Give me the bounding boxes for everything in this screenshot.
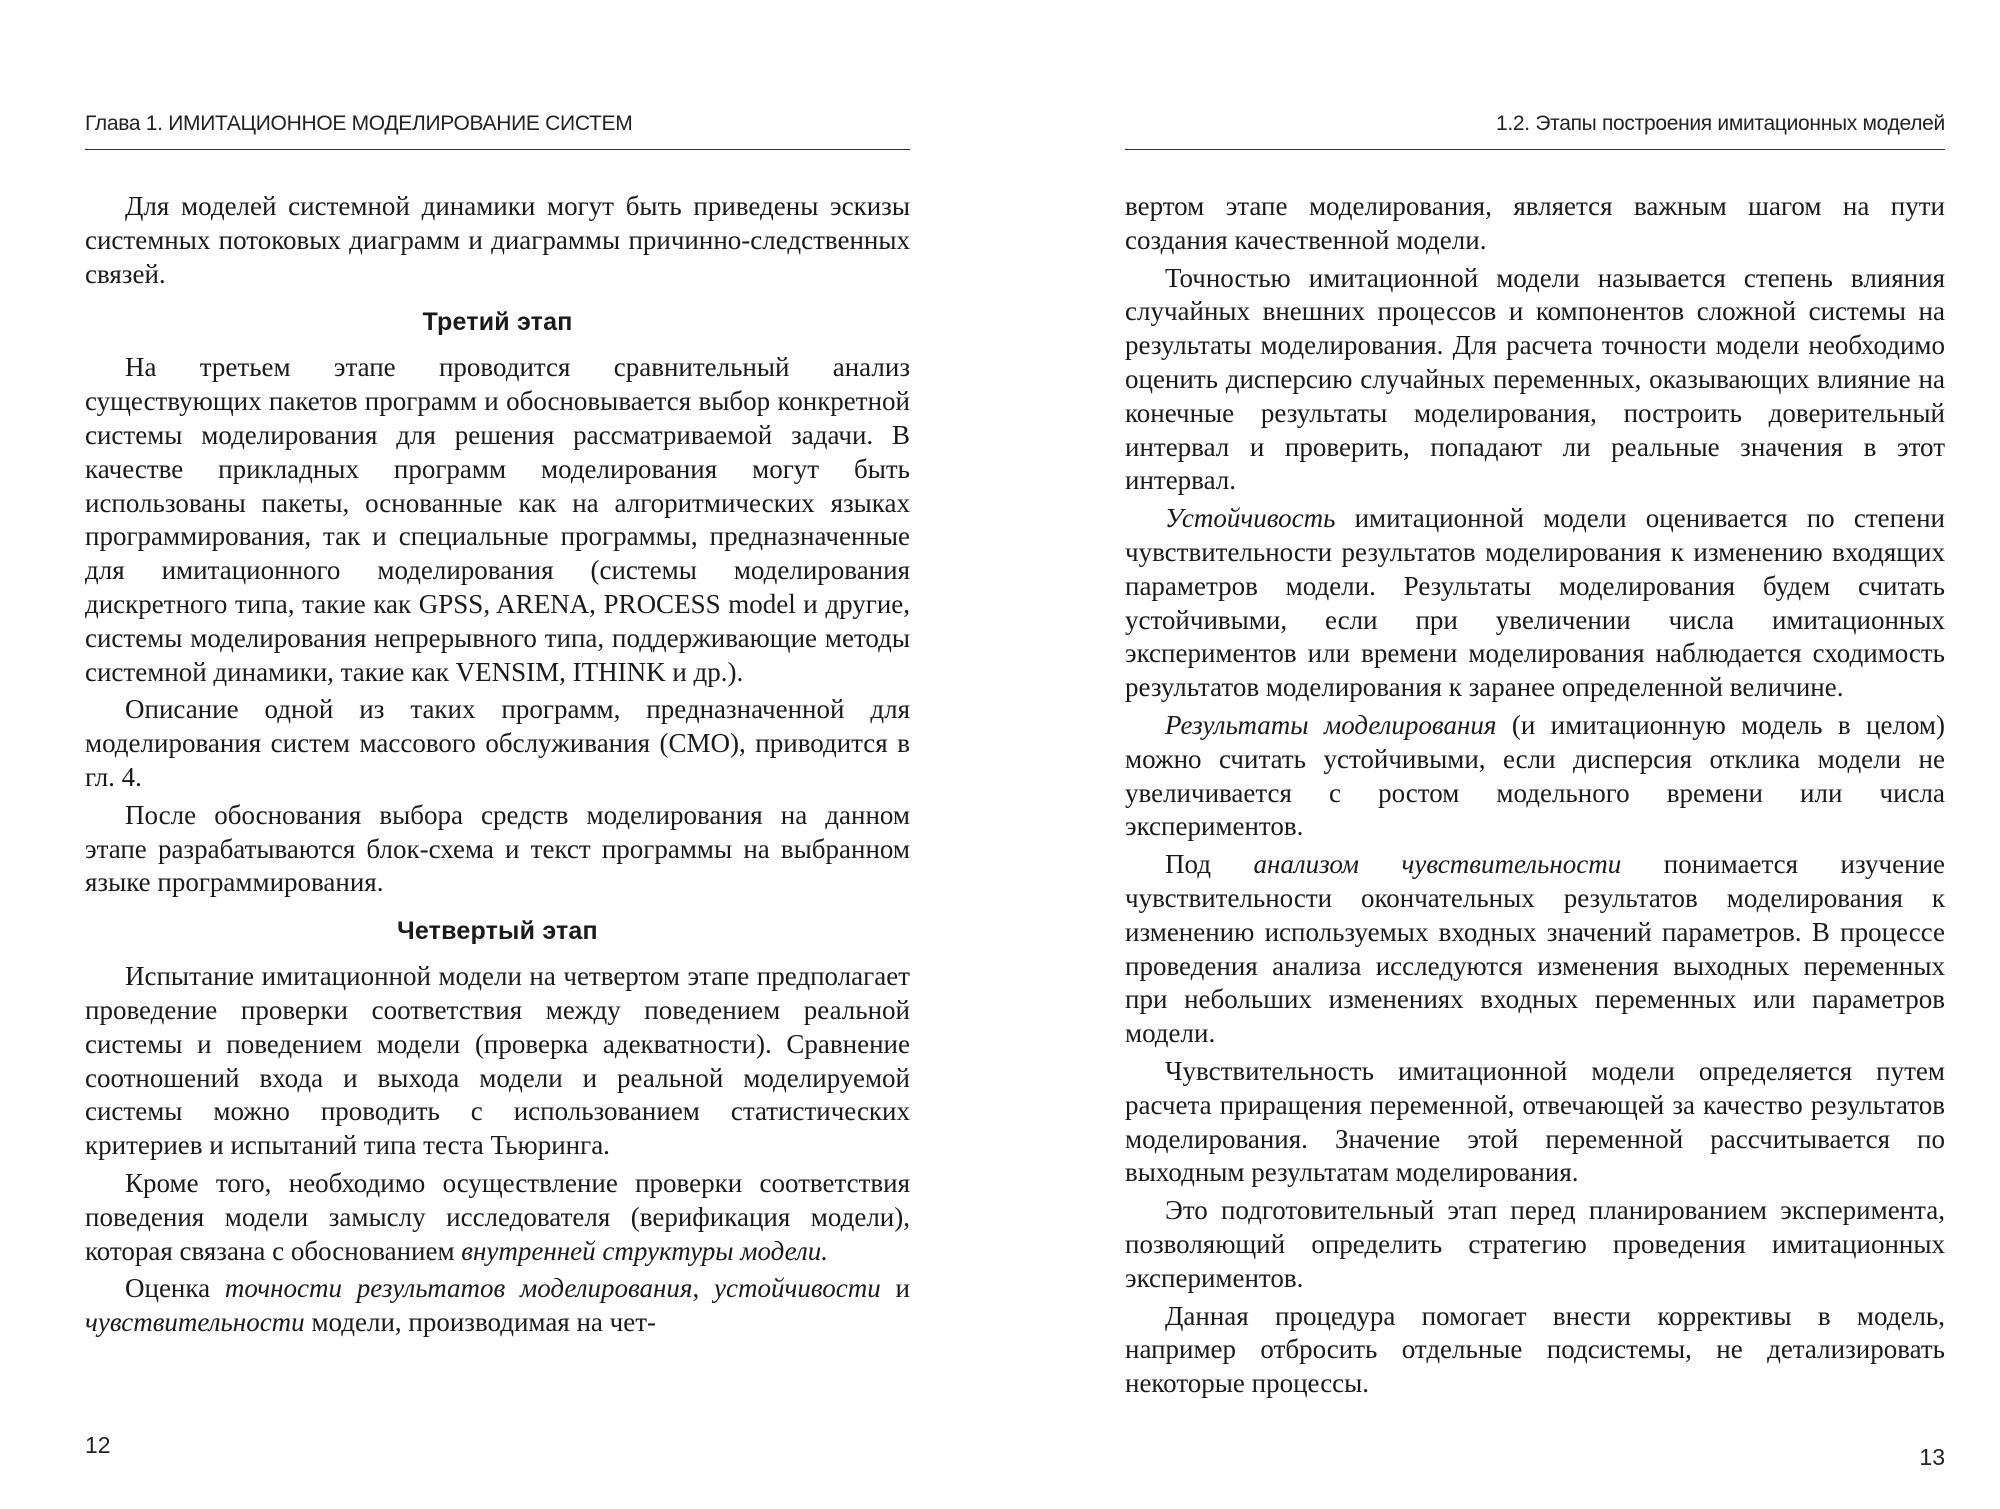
right-page (1125, 0, 1945, 1509)
paragraph-text: и (880, 1273, 911, 1304)
paragraph-text: Под (1165, 849, 1254, 880)
italic-term: внутренней структуры модели. (461, 1235, 828, 1266)
running-head-left: Глава 1. ИМИТАЦИОННОЕ МОДЕЛИРОВАНИЕ СИСТЕМ (85, 112, 910, 150)
section-heading-fourth-stage: Четвертый этап (397, 917, 598, 946)
paragraph (1125, 502, 1945, 705)
italic-term: точности результатов моделирования (224, 1273, 693, 1304)
paragraph-text: имитационной модели оценивается по степени чувствительности результатов моделирования к изменению входящих параметров модели. Результаты моделирования будем считать устойчивыми, если при увеличении числа имитационных экспериментов или времени моделирования наблюдается сходимость результатов моделирования к заранее определенной величине. (1125, 503, 1945, 703)
paragraph-text: (и имитационную модель в целом) можно считать устойчивыми, если дисперсия отклика модели не увеличивается с ростом модельного времени или числа экспериментов. (1125, 709, 1946, 842)
left-page (85, 0, 910, 1509)
paragraph-text: Оценка (125, 1273, 225, 1304)
italic-term: анализом чувствительности (1253, 849, 1622, 880)
paragraph: Описание одной из таких программ, предназначенной для моделирования систем массового обслуживания (СМО), приводится в гл. 4. (85, 694, 910, 792)
paragraph-text: понимается изучение чувствительности окончательных результатов моделирования к изменению используемых входных значений параметров. В процессе проведения анализа исследуются изменения выходных переменных при небольших изменениях входных переменных или параметров модели. (1125, 849, 1945, 1049)
paragraph: Данная процедура помогает внести коррективы в модель, например отбросить отдельные подсистемы, не детализировать некоторые процессы. (1125, 1300, 1945, 1399)
paragraph (1125, 709, 1945, 844)
italic-term: Результаты моделирования (1165, 709, 1497, 740)
paragraph: Для моделей системной динамики могут быть приведены эскизы системных потоковых диаграмм и диаграммы причинно-следственных связей. (85, 191, 910, 289)
paragraph: Испытание имитационной модели на четвертом этапе предполагает проведение проверки соответствия между поведением реальной системы и поведением модели (проверка адекватности). Сравнение соотношений входа и выхода модели и реальной моделируемой системы можно проводить с использованием статистических критериев и испытаний типа теста Тьюринга. (85, 961, 910, 1161)
left-page-text (85, 190, 910, 1340)
italic-term: устойчивости (714, 1273, 881, 1304)
paragraph-text: модели, производимая на чет- (304, 1307, 657, 1338)
paragraph: Это подготовительный этап перед планированием эксперимента, позволяющий определить стратегию проведения имитационных экспериментов. (1125, 1195, 1945, 1293)
paragraph: На третьем этапе проводится сравнительный анализ существующих пакетов программ и обосновывается выбор конкретной системы моделирования для решения рассматриваемой задачи. В качестве прикладных программ моделирования могут быть использованы пакеты, основанные как на алгоритмических языках программирования, так и специальные программы, предназначенные для имитационного моделирования (системы моделирования дискретного типа, такие как GPSS, ARENA, PROCESS model и другие, системы моделирования непрерывного типа, поддерживающие методы системной динамики, такие как VENSIM, ITHINK и др.). (85, 352, 910, 687)
paragraph: Чувствительность имитационной модели определяется путем расчета приращения переменной, отвечающей за качество результатов моделирования. Значение этой переменной рассчитывается по выходным результатам моделирования. (1125, 1055, 1945, 1188)
paragraph: вертом этапе моделирования, является важным шагом на пути создания качественной модели. (1125, 191, 1945, 255)
paragraph-text: , (692, 1273, 715, 1304)
paragraph-text: Кроме того, необходимо осуществление проверки соответствия поведения модели замыслу исследователя (верификация модели), которая связана с обоснованием (85, 1167, 910, 1266)
paragraph (85, 1272, 910, 1340)
page-number-right: 13 (1919, 1444, 1945, 1470)
italic-term: Устойчивость (1165, 503, 1336, 534)
right-page-text (1125, 190, 1945, 1401)
paragraph: После обоснования выбора средств моделирования на данном этапе разрабатываются блок-схема и текст программы на выбранном языке программирования. (85, 799, 910, 898)
page-number-left: 12 (85, 1432, 111, 1458)
italic-term: чувствительности (85, 1307, 305, 1338)
paragraph (1125, 848, 1945, 1051)
running-head-right: 1.2. Этапы построения имитационных моделей (1125, 112, 1945, 150)
paragraph (85, 1167, 910, 1268)
paragraph: Точностью имитационной модели называется степень влияния случайных внешних процессов и компонентов сложной системы на результаты моделирования. Для расчета точности модели необходимо оценить дисперсию случайных переменных, оказывающих влияние на конечные результаты моделирования, построить доверительный интервал и проверить, попадают ли реальные значения в этот интервал. (1125, 262, 1945, 496)
section-heading-third-stage: Третий этап (422, 308, 573, 337)
